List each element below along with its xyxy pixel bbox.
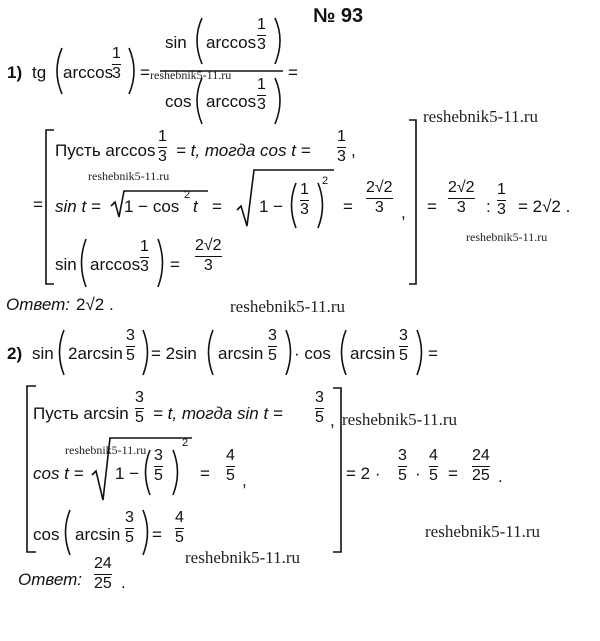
cos-t-label: cos t = [33, 464, 84, 483]
exponent: 2 [182, 437, 189, 449]
equals-sign: = [140, 63, 150, 82]
fraction-2root2-3: 2√2 3 [366, 179, 393, 216]
paren-left [66, 510, 71, 555]
sin-func: sin [165, 33, 187, 52]
bracket-right [409, 120, 416, 284]
watermark: reshebnik5-11.ru [185, 548, 301, 567]
watermark: reshebnik5-11.ru [425, 522, 541, 541]
paren-right [417, 330, 422, 375]
fraction-1-3: 1 3 [300, 181, 309, 218]
equals-sign: = [427, 197, 437, 216]
arccos-func: arccos [63, 63, 114, 82]
let-statement-cont: = t, тогда sin t = [153, 404, 283, 423]
sin-func: sin [55, 255, 77, 274]
watermark: reshebnik5-11.ru [65, 443, 147, 457]
fraction-4-5: 4 5 [226, 447, 235, 484]
fraction-3-5: 3 5 [135, 389, 144, 426]
arccos-func: arccos [90, 255, 141, 274]
problem-title: № 93 [313, 5, 364, 27]
two-arcsin: 2arcsin [68, 344, 123, 363]
paren-left [342, 330, 347, 375]
watermark: reshebnik5-11.ru [150, 68, 232, 82]
paren-right [318, 183, 323, 228]
bracket-left [27, 386, 36, 552]
paren-right [158, 239, 163, 287]
arcsin-func: arcsin [350, 344, 396, 363]
watermark: reshebnik5-11.ru [342, 410, 458, 429]
fraction-1-3: 1 3 [497, 181, 506, 218]
one-minus: 1 − [259, 197, 284, 216]
sin-func: sin [32, 344, 54, 363]
fraction-2root2-3: 2√2 3 [448, 179, 475, 216]
fraction-1-3: 1 3 [257, 16, 266, 53]
fraction-3-5: 3 5 [398, 447, 407, 484]
comma: , [242, 471, 247, 490]
cos-func: cos [33, 525, 60, 544]
arcsin-func: arcsin [218, 344, 264, 363]
tg-func: tg [32, 63, 47, 82]
watermark: reshebnik5-11.ru [230, 297, 346, 316]
paren-right [143, 330, 148, 375]
paren-left [197, 78, 202, 124]
paren-left [209, 330, 214, 375]
answer-label: Ответ: [6, 295, 71, 314]
paren-left [57, 48, 62, 94]
comma: , [330, 411, 335, 430]
fraction-3-5: 3 5 [315, 389, 324, 426]
sqrt-body: 1 − cos [124, 197, 180, 216]
equals-sign: = [152, 525, 162, 544]
fraction-3-5: 3 5 [154, 447, 163, 484]
period: . [121, 573, 126, 592]
comma: , [401, 203, 406, 222]
fraction-1-3: 1 3 [337, 128, 346, 165]
fraction-1-3: 1 3 [158, 128, 167, 165]
equals-sign: = [448, 464, 458, 483]
one-minus: 1 − [115, 464, 140, 483]
fraction-1-3: 1 3 [257, 76, 266, 113]
radical [111, 191, 208, 217]
comma: , [351, 141, 356, 160]
fraction-3-5: 3 5 [268, 327, 277, 364]
fraction-3-5: 3 5 [399, 327, 408, 364]
cos-func: cos [165, 92, 192, 111]
watermark: reshebnik5-11.ru [466, 230, 548, 244]
fraction-24-25: 24 25 [472, 447, 490, 484]
part2-label: 2) [7, 344, 23, 363]
fraction-1-3: 1 3 [112, 45, 121, 82]
multiply-dot: · [415, 464, 421, 483]
bracket-right [333, 388, 341, 552]
equals-two-sin: = 2sin [151, 344, 197, 363]
answer-label: Ответ: [18, 570, 83, 589]
paren-right [143, 510, 148, 555]
let-statement-cont: = t, тогда cos t = [176, 141, 311, 160]
watermark: reshebnik5-11.ru [88, 169, 170, 183]
division-colon: : [486, 197, 491, 216]
paren-left [82, 239, 87, 287]
arccos-func: arccos [206, 92, 257, 111]
equals-sign: = [212, 197, 222, 216]
paren-left [292, 183, 297, 228]
paren-right [286, 330, 291, 375]
product-prefix: = 2 · [346, 464, 381, 483]
equals-sign: = [33, 195, 43, 214]
fraction-1-3: 1 3 [140, 238, 149, 275]
equals-sign: = [170, 255, 180, 274]
paren-right [129, 48, 134, 94]
let-statement: Пусть arcsin [33, 404, 129, 423]
answer-value: 2√2 . [76, 295, 114, 314]
exponent: 2 [184, 189, 191, 201]
arccos-func: arccos [206, 33, 257, 52]
equals-sign: = [200, 464, 210, 483]
fraction-3-5: 3 5 [125, 509, 134, 546]
arcsin-func: arcsin [75, 525, 121, 544]
equals-sign: = [428, 344, 438, 363]
paren-right [275, 18, 280, 64]
period: . [498, 467, 503, 486]
fraction-4-5: 4 5 [429, 447, 438, 484]
sin-t-label: sin t = [55, 197, 101, 216]
fraction-2root2-3: 2√2 3 [195, 237, 222, 274]
fraction-3-5: 3 5 [126, 327, 135, 364]
paren-left [146, 450, 151, 495]
fraction-4-5: 4 5 [175, 509, 184, 546]
answer-fraction-24-25: 24 25 [94, 555, 112, 592]
equals-sign: = [343, 197, 353, 216]
equals-sign: = [288, 63, 298, 82]
radical [237, 170, 334, 226]
dot-cos: · cos [294, 344, 331, 363]
paren-right [173, 450, 178, 495]
bracket-left [46, 130, 54, 284]
part1-result: = 2√2 . [518, 197, 571, 216]
let-statement: Пусть arccos [55, 141, 156, 160]
watermark: reshebnik5-11.ru [423, 107, 539, 126]
part1-label: 1) [7, 63, 23, 82]
paren-left [60, 330, 65, 375]
paren-left [197, 18, 202, 64]
exponent: 2 [322, 175, 329, 187]
t-var: t [193, 197, 198, 216]
paren-right [275, 78, 280, 124]
